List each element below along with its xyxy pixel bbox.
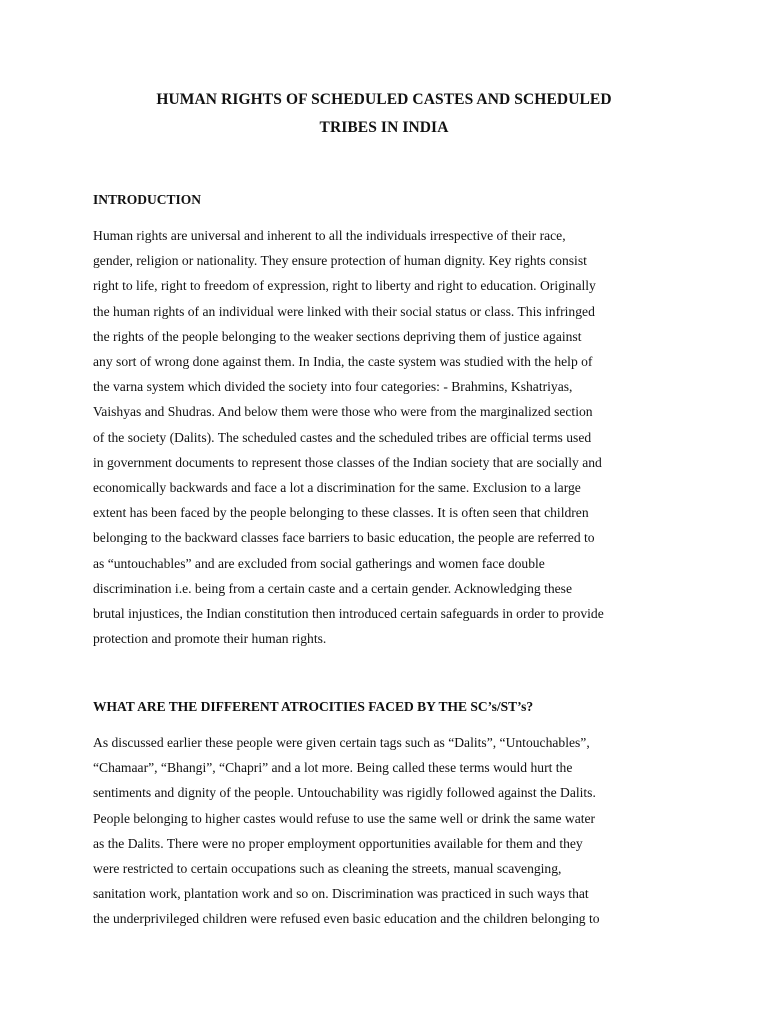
title-line-2: TRIBES IN INDIA [319,119,449,136]
paragraph-line: were restricted to certain occupations such as cleaning the streets, manual scavenging, [93,861,562,877]
paragraph-line: of the society (Dalits). The scheduled castes and the scheduled tribes are official terms used [93,429,592,445]
paragraph-line: As discussed earlier these people were given certain tags such as “Dalits”, “Untouchables”, [93,735,590,750]
paragraph-line: as “untouchables” and are excluded from social gatherings and women face double [93,555,545,571]
paragraph-line: any sort of wrong done against them. In India, the caste system was studied with the help of [93,354,593,370]
section-heading-introduction: INTRODUCTION [93,192,202,207]
paragraph-line: sanitation work, plantation work and so on. Discrimination was practiced in such ways that [93,886,589,902]
paragraph-line: as the Dalits. There were no proper employment opportunities available for them and they [93,835,583,851]
title-line-1: HUMAN RIGHTS OF SCHEDULED CASTES AND SCHEDULED [156,91,612,108]
paragraph-line: discrimination i.e. being from a certain caste and a certain gender. Acknowledging these [93,580,573,596]
paragraph-line: the human rights of an individual were linked with their social status or class. This infringed [93,303,595,319]
paragraph-line: belonging to the backward classes face barriers to basic education, the people are referred to [93,530,595,546]
paragraph-line: the rights of the people belonging to the weaker sections depriving them of justice against [93,328,582,344]
paragraph-line: Vaishyas and Shudras. And below them were those who were from the marginalized section [93,404,593,420]
paragraph-line: economically backwards and face a lot a discrimination for the same. Exclusion to a large [93,480,581,496]
paragraph-line: protection and promote their human rights. [93,631,327,647]
paragraph-line: right to life, right to freedom of expression, right to liberty and right to education. Originally [93,278,596,294]
paragraph-line: “Chamaar”, “Bhangi”, “Chapri” and a lot more. Being called these terms would hurt the [93,760,573,776]
section-heading-atrocities: WHAT ARE THE DIFFERENT ATROCITIES FACED BY THE SC’s/ST’s? [93,699,534,714]
paragraph-line: the underprivileged children were refused even basic education and the children belonging to [93,911,600,927]
paragraph-line: Human rights are universal and inherent to all the individuals irrespective of their race, [93,228,566,243]
document-title [60,86,708,142]
paragraph-line: extent has been faced by the people belonging to these classes. It is often seen that children [93,505,589,521]
paragraph-line: the varna system which divided the society into four categories: - Brahmins, Kshatriyas, [93,379,573,395]
introduction-paragraph [93,223,683,651]
paragraph-line: People belonging to higher castes would refuse to use the same well or drink the same water [93,810,596,826]
paragraph-line: brutal injustices, the Indian constitution then introduced certain safeguards in order to provide [93,606,604,622]
atrocities-paragraph [93,730,683,932]
paragraph-line: in government documents to represent those classes of the Indian society that are socially and [93,454,602,470]
paragraph-line: sentiments and dignity of the people. Untouchability was rigidly followed against the Dalits. [93,785,596,801]
paragraph-line: gender, religion or nationality. They ensure protection of human dignity. Key rights consist [93,253,587,269]
